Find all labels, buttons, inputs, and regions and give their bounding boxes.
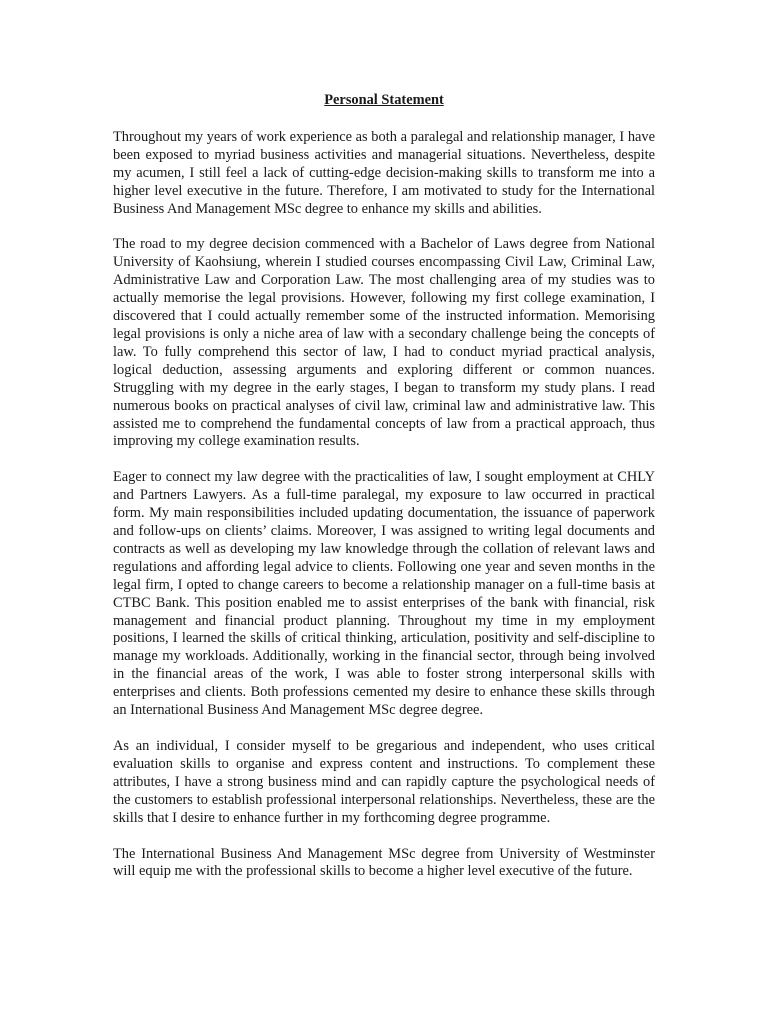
paragraph-intro: Throughout my years of work experience as both a paralegal and relationship manager, I have been exposed to myriad business activities and managerial situations. Nevertheless, despite my acumen, I still feel a lack of cutting-edge decision-making skills to transform me into a higher level executive in the future. Therefore, I am motivated to study for the International Business And Management MSc degree to enhance my skills and abilities. <box>113 128 655 217</box>
paragraph-education: The road to my degree decision commenced with a Bachelor of Laws degree from National University of Kaohsiung, wherein I studied courses encompassing Civil Law, Criminal Law, Administrative Law and Corporation Law. The most challenging area of my studies was to actually memorise the legal provisions. However, following my first college examination, I discovered that I could actually remember some of the instructed information. Memorising legal provisions is only a niche area of law with a secondary challenge being the concepts of law. To fully comprehend this sector of law, I had to conduct myriad practical analysis, logical deduction, assessing arguments and exploring different or common nuances. Struggling with my degree in the early stages, I began to transform my study plans. I read numerous books on practical analyses of civil law, criminal law and administrative law. This assisted me to comprehend the fundamental concepts of law from a practical approach, thus improving my college examination results. <box>113 236 655 450</box>
paragraph-conclusion: The International Business And Management MSc degree from University of Westminster will equip me with the professional skills to become a higher level executive of the future. <box>113 845 655 880</box>
paragraph-employment: Eager to connect my law degree with the practicalities of law, I sought employment at CHLY and Partners Lawyers. As a full-time paralegal, my exposure to law occurred in practical form. My main responsibilities included updating documentation, the issuance of paperwork and follow-ups on clients’ claims. Moreover, I was assigned to writing legal documents and contracts as well as developing my law knowledge through the collation of relevant laws and regulations and affording legal advice to clients. Following one year and seven months in the legal firm, I opted to change careers to become a relationship manager on a full-time basis at CTBC Bank. This position enabled me to assist enterprises of the bank with financial, risk management and financial product planning. Throughout my time in my employment positions, I learned the skills of critical thinking, articulation, positivity and self-discipline to manage my workloads. Additionally, working in the financial sector, through being involved in the financial areas of the work, I was able to foster strong interpersonal skills with enterprises and clients. Both professions cemented my desire to enhance these skills through an International Business And Management MSc degree degree. <box>113 469 655 719</box>
document-body <box>113 92 655 899</box>
page-title: Personal Statement <box>324 92 444 108</box>
paragraph-personal-qualities: As an individual, I consider myself to be gregarious and independent, who uses critical evaluation skills to organise and express content and instructions. To complement these attributes, I have a strong business mind and can rapidly capture the psychological needs of the customers to establish professional interpersonal relationships. Nevertheless, these are the skills that I desire to enhance further in my forthcoming degree programme. <box>113 738 655 826</box>
